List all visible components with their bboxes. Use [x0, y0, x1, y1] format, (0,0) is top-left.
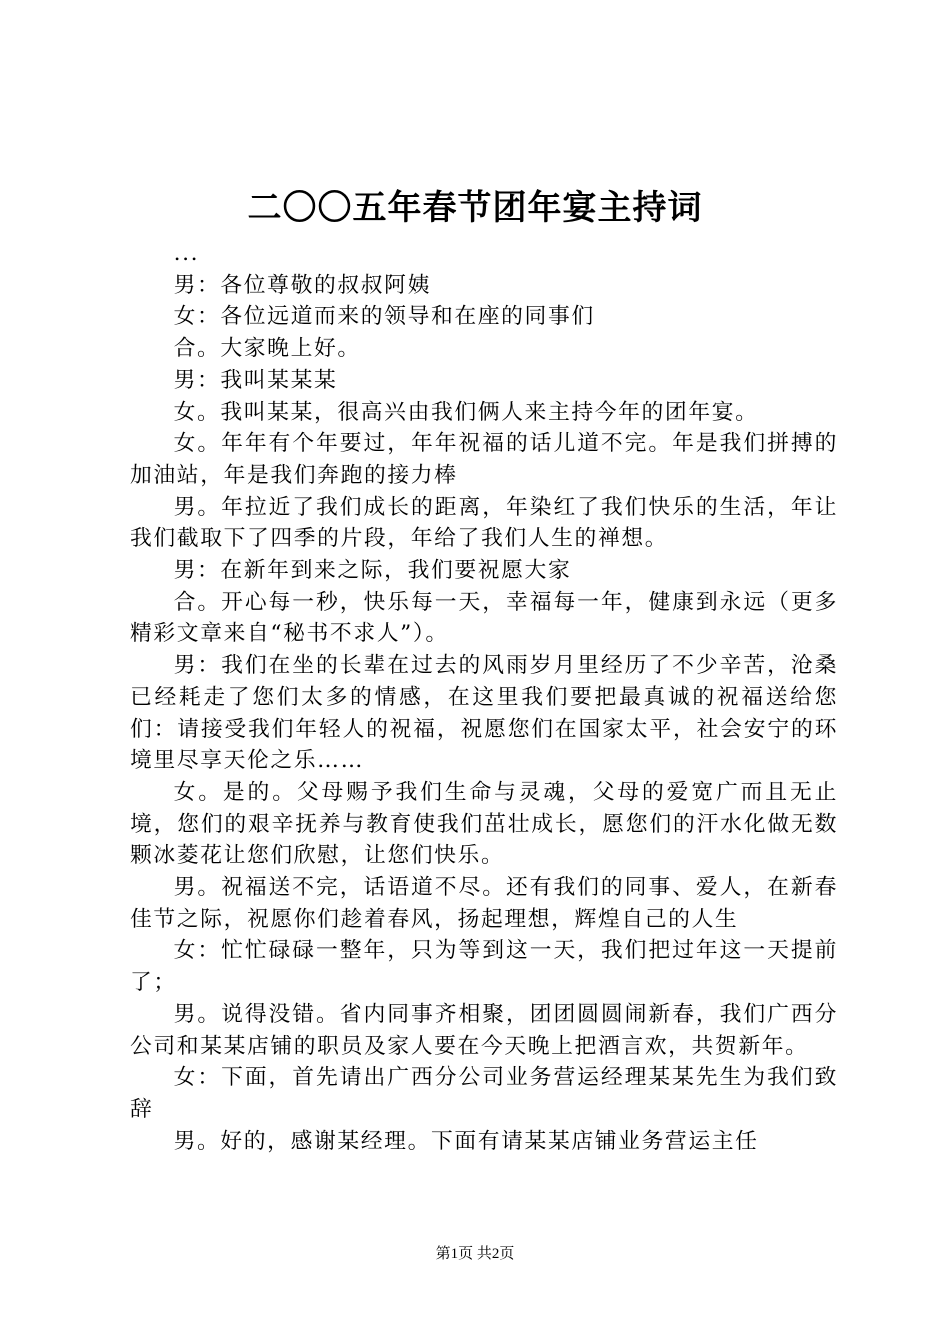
paragraph: 男：我们在坐的长辈在过去的风雨岁月里经历了不少辛苦，沧桑已经耗走了您们太多的情感，在这里我们要把最真诚的祝福送给您们：请接受我们年轻人的祝福，祝愿您们在国家太平，社会安宁的环境里尽享天伦之乐…… [130, 653, 838, 774]
paragraph: 男：在新年到来之际，我们要祝愿大家 [173, 558, 572, 584]
paragraph: ... [173, 241, 200, 266]
document-title: 二〇〇五年春节团年宴主持词 [247, 188, 703, 228]
paragraph: 男。祝福送不完，话语道不尽。还有我们的同事、爱人，在新春佳节之际，祝愿你们趁着春风，扬起理想，辉煌自己的人生 [130, 875, 838, 932]
paragraph: 女：忙忙碌碌一整年，只为等到这一天，我们把过年这一天提前了； [130, 938, 838, 996]
paragraph: 女。是的。父母赐予我们生命与灵魂，父母的爱宽广而且无止境，您们的艰辛抚养与教育使我们茁壮成长，愿您们的汗水化做无数颗冰菱花让您们欣慰，让您们快乐。 [130, 779, 838, 869]
paragraph: 合。大家晚上好。 [173, 336, 361, 362]
paragraph: 男。好的，感谢某经理。下面有请某某店铺业务营运主任 [173, 1128, 759, 1154]
document-body [130, 238, 838, 1157]
paragraph: 女。我叫某某，很高兴由我们俩人来主持今年的团年宴。 [173, 399, 759, 425]
paragraph: 女：各位远道而来的领导和在座的同事们 [173, 304, 595, 330]
paragraph: 男：各位尊敬的叔叔阿姨 [173, 272, 431, 298]
page-footer: 第1页 共2页 [435, 1246, 515, 1262]
paragraph: 男：我叫某某某 [173, 367, 338, 393]
paragraph: 合。开心每一秒，快乐每一天，幸福每一年，健康到永远（更多精彩文章来自“秘书不求人”）。 [130, 589, 838, 647]
paragraph: 女。年年有个年要过，年年祝福的话儿道不完。年是我们拼搏的加油站，年是我们奔跑的接力棒 [130, 431, 838, 488]
paragraph: 男。年拉近了我们成长的距离，年染红了我们快乐的生活，年让我们截取下了四季的片段，年给了我们人生的禅想。 [130, 494, 838, 552]
paragraph: 男。说得没错。省内同事齐相聚，团团圆圆闹新春，我们广西分公司和某某店铺的职员及家人要在今天晚上把酒言欢，共贺新年。 [130, 1001, 838, 1059]
paragraph: 女：下面，首先请出广西分公司业务营运经理某某先生为我们致辞 [130, 1065, 838, 1122]
